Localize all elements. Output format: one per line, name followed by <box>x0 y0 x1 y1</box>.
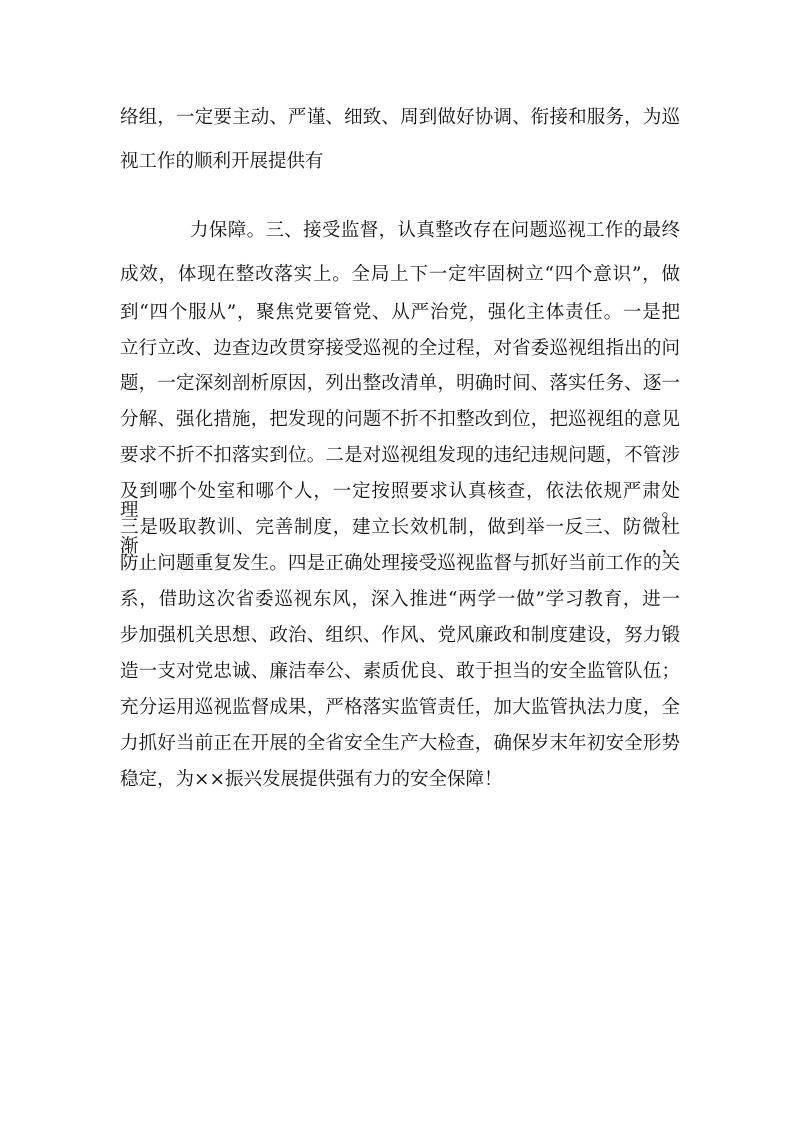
text-line: 及到哪个处室和哪个人，一定按照要求认真核查，依法依规严肃处理。 <box>120 481 680 521</box>
text-line: 步加强机关思想、政治、组织、作风、党风廉政和制度建设，努力锻 <box>120 625 680 646</box>
text-line: 立行立改、边查边改贯穿接受巡视的全过程，对省委巡视组指出的问 <box>120 338 680 359</box>
text-line: 题，一定深刻剖析原因，列出整改清单，明确时间、落实任务、逐一 <box>120 373 680 394</box>
text-line: 充分运用巡视监督成果，严格落实监管责任，加大监管执法力度，全 <box>120 697 680 718</box>
text-line: 力保障。三、接受监督，认真整改存在问题巡视工作的最终 <box>190 220 680 241</box>
text-line: 三是吸取教训、完善制度，建立长效机制，做到举一反三、防微杜渐， <box>120 517 680 557</box>
text-line: 系，借助这次省委巡视东风，深入推进“两学一做”学习教育，进一 <box>120 589 680 610</box>
text-line: 稳定，为××振兴发展提供强有力的安全保障！ <box>120 769 503 790</box>
text-line: 力抓好当前正在开展的全省安全生产大检查，确保岁末年初安全形势 <box>120 733 680 754</box>
text-line: 成效，体现在整改落实上。全局上下一定牢固树立“四个意识”，做 <box>120 264 680 285</box>
text-line: 视工作的顺利开展提供有 <box>120 151 324 172</box>
text-line: 防止问题重复发生。四是正确处理接受巡视监督与抓好当前工作的关 <box>120 553 680 574</box>
text-line: 到“四个服从”，聚焦党要管党、从严治党，强化主体责任。一是把 <box>120 302 680 323</box>
text-line: 络组，一定要主动、严谨、细致、周到做好协调、衔接和服务，为巡 <box>120 107 680 128</box>
text-line: 分解、强化措施，把发现的问题不折不扣整改到位，把巡视组的意见 <box>120 409 680 430</box>
text-line: 要求不折不扣落实到位。二是对巡视组发现的违纪违规问题，不管涉 <box>120 445 680 466</box>
text-line: 造一支对党忠诚、廉洁奉公、素质优良、敢于担当的安全监管队伍； <box>120 661 680 682</box>
